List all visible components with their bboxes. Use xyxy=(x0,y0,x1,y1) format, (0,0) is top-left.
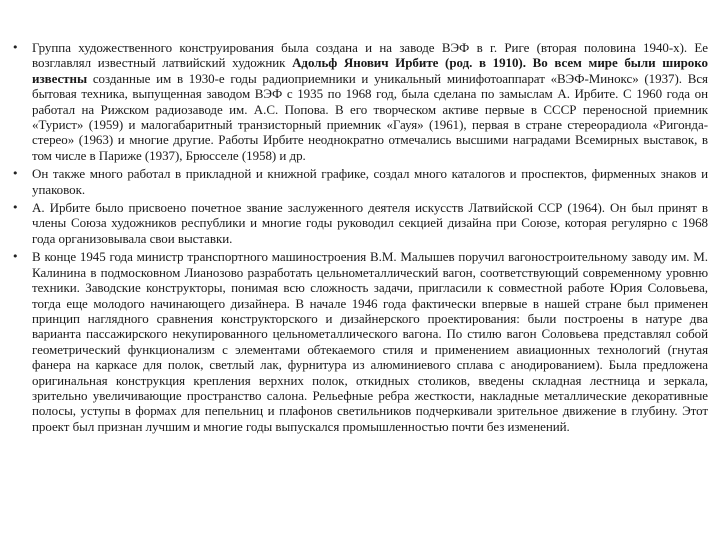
bullet-list xyxy=(12,40,708,437)
paragraph-text: А. Ирбите было присвоено почетное звание заслуженного деятеля искусств Латвийской ССР (1964). Он был принят в члены Союза художников республики и многие годы руководил секцией дизайна при Союзе, которая регулярно с 1968 года организовывала свои выставки. xyxy=(32,200,708,246)
paragraph-text: В конце 1945 года министр транспортного машиностроения В.М. Малышев поручил вагоностроительному заводу им. М. Калинина в подмосковном Лианозово разработать цельнометаллический вагон, соответствующий современному уровню техники. Заводские конструкторы, понимая всю сложность задачи, пригласили к совместной работе Юрия Соловьева, тогда еще молодого начинающего дизайнера. В начале 1946 года фактически впервые в нашей стране был применен принцип наглядного сравнения конструкторского и дизайнерского проектирования: были построены в натуре два варианта пассажирского некупированного цельнометаллического вагона. По стилю вагон Соловьева представлял собой геометрический функционализм с элементами обтекаемого стиля и применением авиационных технологий (гнутая фанера на каркасе для полок, светлый лак, фурнитура из алюминиевого сплава с анодированием). Была предложена оригинальная конструкция крепления верхних полок, откидных столиков, введены складная лестница и зеркала, зрительно увеличивающие пространство салона. Рельефные ребра жесткости, накладные металлические декоративные полосы, уступы в формах для пепельниц и плафонов светильников подчеркивали зрительное движение в глубину. Этот проект был признан лучшим и многие годы выпускался промышленностью почти без изменений. xyxy=(32,249,708,434)
bullet-item-3 xyxy=(12,200,708,246)
bullet-item-1 xyxy=(12,40,708,163)
bullet-item-4 xyxy=(12,249,708,434)
bullet-marker: • xyxy=(12,41,19,54)
bullet-marker: • xyxy=(12,167,19,181)
bullet-marker: • xyxy=(12,201,19,215)
paragraph-text: созданные им в 1930-е годы радиоприемники и уникальный минифотоаппарат «ВЭФ-Минокс» (1937). Вся бытовая техника, выпущенная заводом ВЭФ с 1935 по 1968 год, была сделана по замыслам А. Ирбите. С 1960 года он работал на Рижском радиозаводе им. А.С. Попова. В его творческом активе первые в СССР переносной приемник «Турист» (1959) и малогабаритный транзисторный приемник «Гауя» (1961), первая в стране стереорадиола «Ригонда-стерео» (1963) и многие другие. Работы Ирбите неоднократно отмечались высшими наградами Всемирных выставок, в том числе в Париже (1937), Брюсселе (1958) и др. xyxy=(32,70,708,163)
paragraph-text: Он также много работал в прикладной и книжной графике, создал много каталогов и проспектов, фирменных знаков и упаковок. xyxy=(32,166,708,197)
paragraph-text: Группа художественного конструирования была создана и на заводе ВЭФ в г. Риге (вторая половина 1940-х). Ее возглавлял известный латвийский художник xyxy=(32,40,708,71)
bullet-marker: • xyxy=(12,250,19,264)
bold-text: Адольф Янович Ирбите (род. в 1910). Во всем мире были широко известны xyxy=(32,55,708,86)
bullet-item-2 xyxy=(12,166,708,197)
